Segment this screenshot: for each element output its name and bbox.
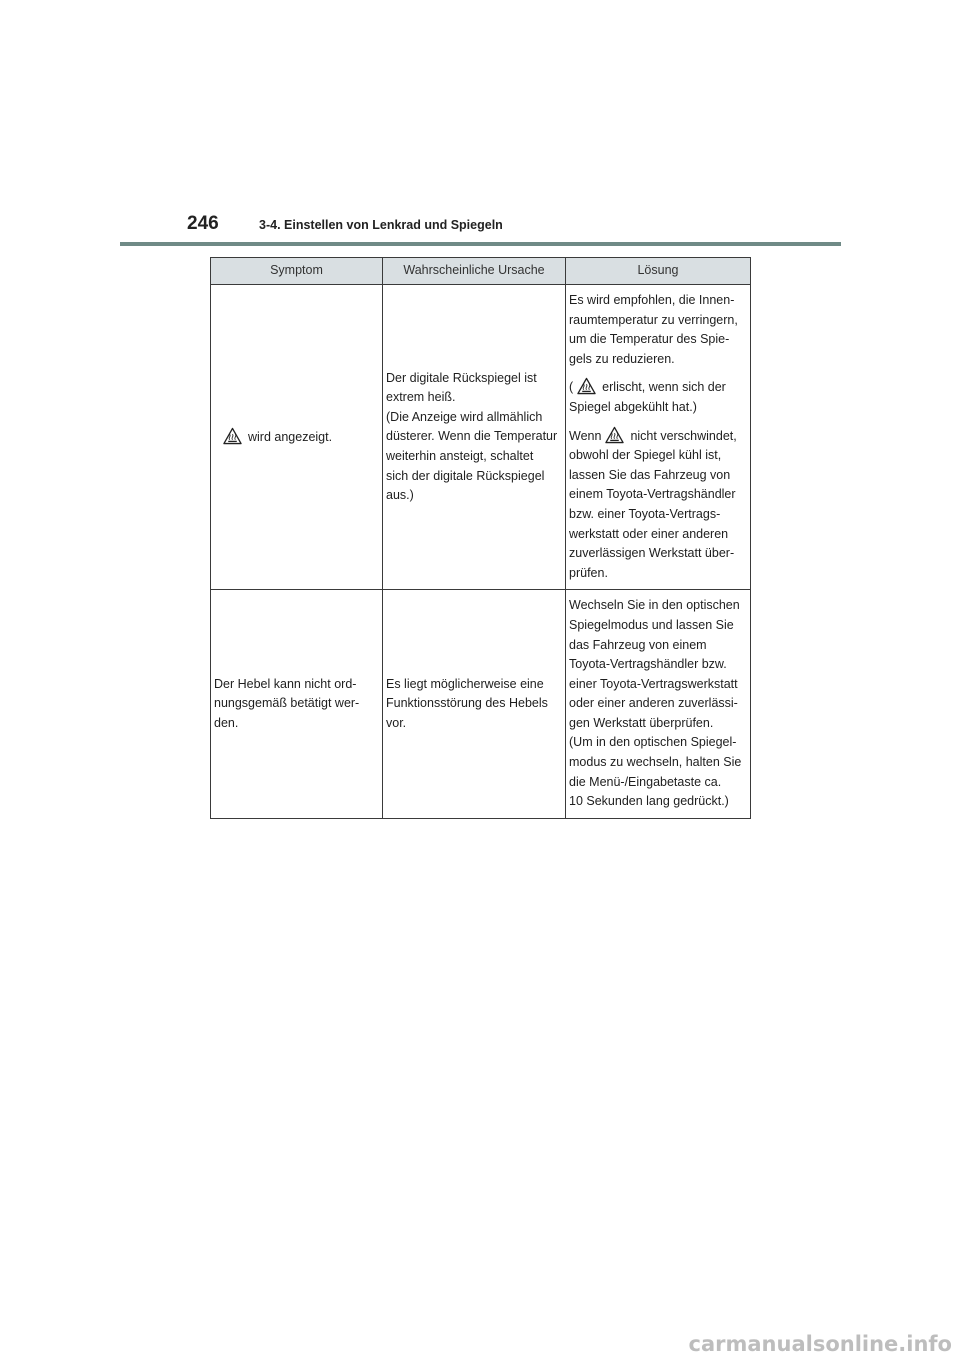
watermark[interactable]: carmanualsonline.info [688,1332,952,1356]
solution-text: nicht verschwindet, [630,428,737,443]
solution-line: Toyota-Vertragshändler bzw. [569,657,727,672]
cause-line: (Die Anzeige wird allmählich [386,409,543,424]
solution-line: um die Temperatur des Spie- [569,332,730,347]
solution-line: obwohl der Spiegel kühl ist, [569,448,722,463]
symptom-line: Der Hebel kann nicht ord- [214,676,357,691]
header-symptom: Symptom [211,258,383,285]
cause-line: extrem heiß. [386,390,456,405]
troubleshooting-table [210,257,751,819]
solution-line: modus zu wechseln, halten Sie [569,755,742,770]
open-paren: ( [569,380,574,395]
solution-line: das Fahrzeug von einem [569,637,707,652]
solution-line: einer Toyota-Vertragswerkstatt [569,676,738,691]
solution-line [569,426,747,447]
row2-solution [566,590,751,819]
solution-text: erlischt, wenn sich der [602,380,726,395]
solution-line: Spiegel abgekühlt hat.) [569,399,697,414]
solution-line: raumtemperatur zu verringern, [569,312,738,327]
table-row [211,285,751,590]
solution-line: (Um in den optischen Spiegel- [569,735,737,750]
row1-cause [383,285,566,590]
solution-text: Wenn [569,428,602,443]
section-title: 3-4. Einstellen von Lenkrad und Spiegeln [259,218,503,232]
cause-line: Funktionsstörung des Hebels [386,696,548,711]
solution-line: Es wird empfohlen, die Innen- [569,293,735,307]
mirror-heat-warning-icon [605,426,624,444]
solution-line: oder einer anderen zuverlässi- [569,696,738,711]
solution-line [569,377,747,398]
solution-line: Wechseln Sie in den optischen [569,598,740,613]
header-solution: Lösung [566,258,751,285]
solution-line: zuverlässigen Werkstatt über- [569,546,735,561]
symptom-line: nungsgemäß betätigt wer- [214,696,360,711]
solution-line: Spiegelmodus und lassen Sie [569,617,734,632]
row2-symptom [211,590,383,819]
table-row [211,590,751,819]
solution-line: 10 Sekunden lang gedrückt.) [569,794,729,809]
cause-line: sich der digitale Rückspiegel [386,468,545,483]
cause-line: düsterer. Wenn die Temperatur [386,429,558,444]
solution-line: lassen Sie das Fahrzeug von [569,467,731,482]
page-number: 246 [187,213,219,234]
cause-line: aus.) [386,488,414,503]
solution-line: die Menü-/Eingabetaste ca. [569,774,722,789]
row1-symptom-text: wird angezeigt. [248,429,333,444]
table-header-row [211,258,751,285]
row1-symptom [211,285,383,590]
header-cause: Wahrscheinliche Ursache [383,258,566,285]
cause-line: Der digitale Rückspiegel ist [386,370,537,385]
cause-line: vor. [386,715,407,730]
cause-line: Es liegt möglicherweise eine [386,676,544,691]
solution-line: einem Toyota-Vertragshändler [569,487,736,502]
symptom-line: den. [214,715,239,730]
solution-paragraph-1 [569,291,747,369]
solution-line: prüfen. [569,565,608,580]
solution-line: bzw. einer Toyota-Vertrags- [569,506,721,521]
mirror-heat-warning-icon [223,427,242,445]
row1-solution [566,285,751,590]
solution-line: gen Werkstatt überprüfen. [569,715,714,730]
solution-line: werkstatt oder einer anderen [569,526,729,541]
solution-paragraph-3 [569,426,747,584]
solution-paragraph-2 [569,377,747,417]
mirror-heat-warning-icon [577,377,596,395]
row2-cause [383,590,566,819]
solution-line: gels zu reduzieren. [569,351,675,366]
cause-line: weiterhin ansteigt, schaltet [386,448,534,463]
header-rule [120,242,841,246]
